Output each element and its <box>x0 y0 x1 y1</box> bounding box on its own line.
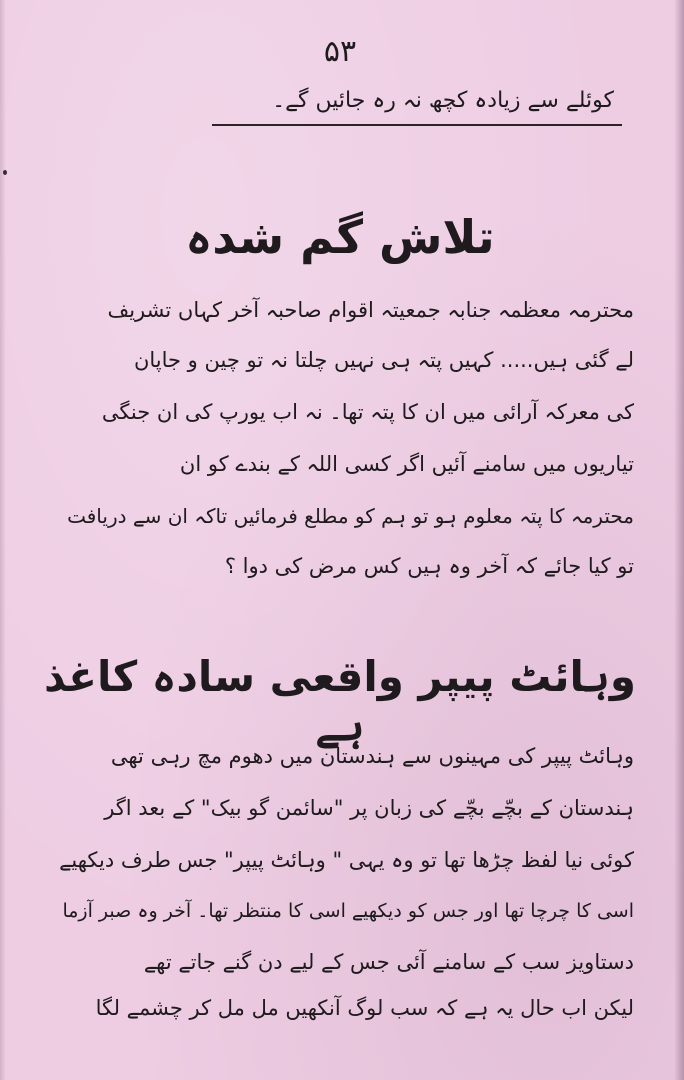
paragraph-line: تو کیا جائے کہ آخر وہ ہیں کس مرض کی دوا ؟ <box>224 554 634 578</box>
page-left-edge-shadow <box>0 0 6 1080</box>
paragraph-line: وہائٹ پیپر کی مہینوں سے ہندستان میں دھوم مچ رہی تھی <box>110 744 634 768</box>
top-underline <box>212 124 622 126</box>
paragraph-line: کی معرکہ آرائی میں ان کا پتہ تھا۔ نہ اب یورپ کی ان جنگی <box>101 400 634 424</box>
paragraph-line: تیاریوں میں سامنے آئیں اگر کسی اللہ کے بندے کو ان <box>179 452 634 476</box>
paragraph-line: محترمہ کا پتہ معلوم ہو تو ہم کو مطلع فرمائیں تاکہ ان سے دریافت <box>67 504 634 528</box>
page-spine-shadow <box>674 0 684 1080</box>
paragraph-line: محترمہ معظمہ جنابہ جمعیتہ اقوام صاحبہ آخر کہاں تشریف <box>107 298 634 322</box>
ink-speck <box>3 170 7 175</box>
paragraph-line: ہندستان کے بچّے بچّے کی زبان پر "سائمن گو بیک" کے بعد اگر <box>104 796 634 820</box>
paragraph-line: لیکن اب حال یہ ہے کہ سب لوگ آنکھیں مل مل کر چشمے لگا <box>95 996 634 1020</box>
paragraph-line: لے گئی ہیں..... کہیں پتہ ہی نہیں چلتا نہ تو چین و جاپان <box>133 348 634 372</box>
section-paragraph-missing-person <box>54 298 634 598</box>
paragraph-line: اسی کا چرچا تھا اور جس کو دیکھیے اسی کا منتظر تھا۔ آخر وہ صبر آزما <box>62 900 634 922</box>
continued-line: کوئلے سے زیادہ کچھ نہ رہ جائیں گے۔ <box>272 88 614 113</box>
section-paragraph-white-paper <box>54 744 634 1064</box>
paragraph-line: کوئی نیا لفظ چڑھا تھا تو وہ یہی " وہائٹ پیپر" جس طرف دیکھیے <box>59 848 634 872</box>
section-heading-missing-person: تلاش گم شدہ <box>185 210 495 264</box>
page-number: ۵۳ <box>323 34 357 69</box>
section-heading-white-paper: وہائٹ پیپر واقعی سادہ کاغذ ہے <box>44 652 636 750</box>
paragraph-line: دستاویز سب کے سامنے آئی جس کے لیے دن گنے جاتے تھے <box>143 950 634 974</box>
